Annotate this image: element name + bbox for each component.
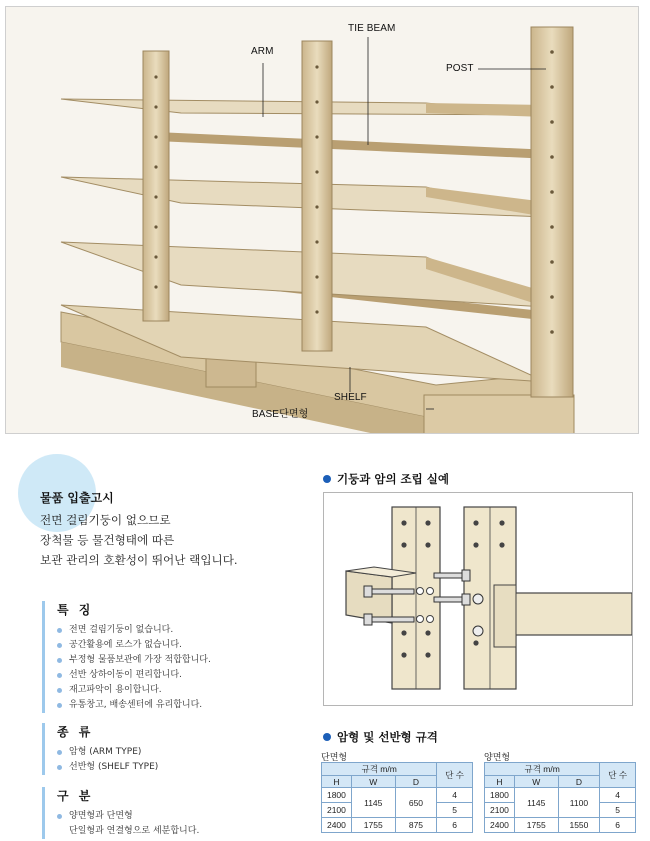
intro-title: 물품 입출고시: [40, 491, 114, 505]
feature-item: 공간활용에 로스가 없습니다.: [57, 638, 211, 653]
double-sided-spec-table: [484, 762, 636, 833]
table-cell-h: 2100: [322, 803, 352, 818]
features-title: 특 징: [57, 603, 94, 617]
feature-item: 전면 걸림기둥이 없습니다.: [57, 623, 211, 638]
table-cell-tiers: 6: [437, 818, 473, 833]
feature-item: 재고파악이 용이합니다.: [57, 683, 211, 698]
callout-post: POST: [446, 63, 474, 74]
table-tiers-header: 단 수: [437, 763, 473, 788]
table-col-h: H: [485, 776, 515, 788]
type-item: 암형 (ARM TYPE): [57, 745, 158, 760]
assembly-detail-figure: [323, 492, 633, 706]
features-section: [42, 601, 211, 713]
table-col-d: D: [395, 776, 437, 788]
table-cell-tiers: 4: [600, 788, 636, 803]
callout-tie-beam: TIE BEAM: [348, 23, 396, 34]
bullet-dot-icon: [323, 475, 331, 483]
table-group-header: 규격 m/m: [322, 763, 437, 776]
feature-item: 부정형 물품보관에 가장 적합합니다.: [57, 653, 211, 668]
table-cell-w: 1145: [351, 788, 395, 818]
classification-item: 양면형과 단면형: [57, 809, 199, 824]
table-cell-tiers: 5: [600, 803, 636, 818]
bullet-dot-icon: [323, 733, 331, 741]
table-cell-d: 650: [395, 788, 437, 818]
table-col-h: H: [322, 776, 352, 788]
table-cell-tiers: 4: [437, 788, 473, 803]
assembly-heading: 기둥과 암의 조립 실예: [323, 471, 449, 487]
feature-item: 선반 상하이동이 편리합니다.: [57, 668, 211, 683]
table-col-w: W: [514, 776, 558, 788]
types-title: 종 류: [57, 725, 94, 739]
table-cell-w: 1755: [514, 818, 558, 833]
table-cell-d: 1100: [558, 788, 600, 818]
table-cell-w: 1145: [514, 788, 558, 818]
table-cell-h: 2400: [485, 818, 515, 833]
table-tiers-header: 단 수: [600, 763, 636, 788]
table-cell-d: 875: [395, 818, 437, 833]
table-group-header: 규격 m/m: [485, 763, 600, 776]
type-item: 선반형 (SHELF TYPE): [57, 760, 158, 775]
feature-item: 유통창고, 배송센터에 유리합니다.: [57, 698, 211, 713]
rack-photo: [5, 6, 639, 434]
single-sided-label: 단면형: [321, 753, 348, 763]
types-section: [42, 723, 158, 775]
table-cell-h: 1800: [485, 788, 515, 803]
cantilever-rack-illustration: [6, 7, 639, 434]
table-cell-w: 1755: [351, 818, 395, 833]
spec-heading: 암형 및 선반형 규격: [323, 729, 438, 745]
single-sided-spec-table: [321, 762, 473, 833]
callout-shelf: SHELF: [334, 392, 367, 403]
post-arm-assembly-illustration: [324, 493, 632, 705]
table-cell-tiers: 5: [437, 803, 473, 818]
table-cell-h: 1800: [322, 788, 352, 803]
intro-line: 장척물 등 물건형태에 따른: [40, 533, 175, 547]
table-col-d: D: [558, 776, 600, 788]
table-cell-d: 1550: [558, 818, 600, 833]
intro-description: [40, 510, 310, 570]
callout-base: BASE단면형: [252, 409, 309, 420]
intro-line: 보관 관리의 호환성이 뛰어난 랙입니다.: [40, 553, 238, 567]
callout-arm: ARM: [251, 46, 274, 57]
classification-title: 구 분: [57, 789, 94, 803]
table-cell-tiers: 6: [600, 818, 636, 833]
table-col-w: W: [351, 776, 395, 788]
table-cell-h: 2100: [485, 803, 515, 818]
classification-item: 단일형과 연결형으로 세분합니다.: [69, 826, 200, 836]
double-sided-label: 양면형: [484, 753, 511, 763]
table-cell-h: 2400: [322, 818, 352, 833]
intro-line: 전면 걸림기둥이 없으므로: [40, 513, 171, 527]
classification-section: [42, 787, 199, 839]
